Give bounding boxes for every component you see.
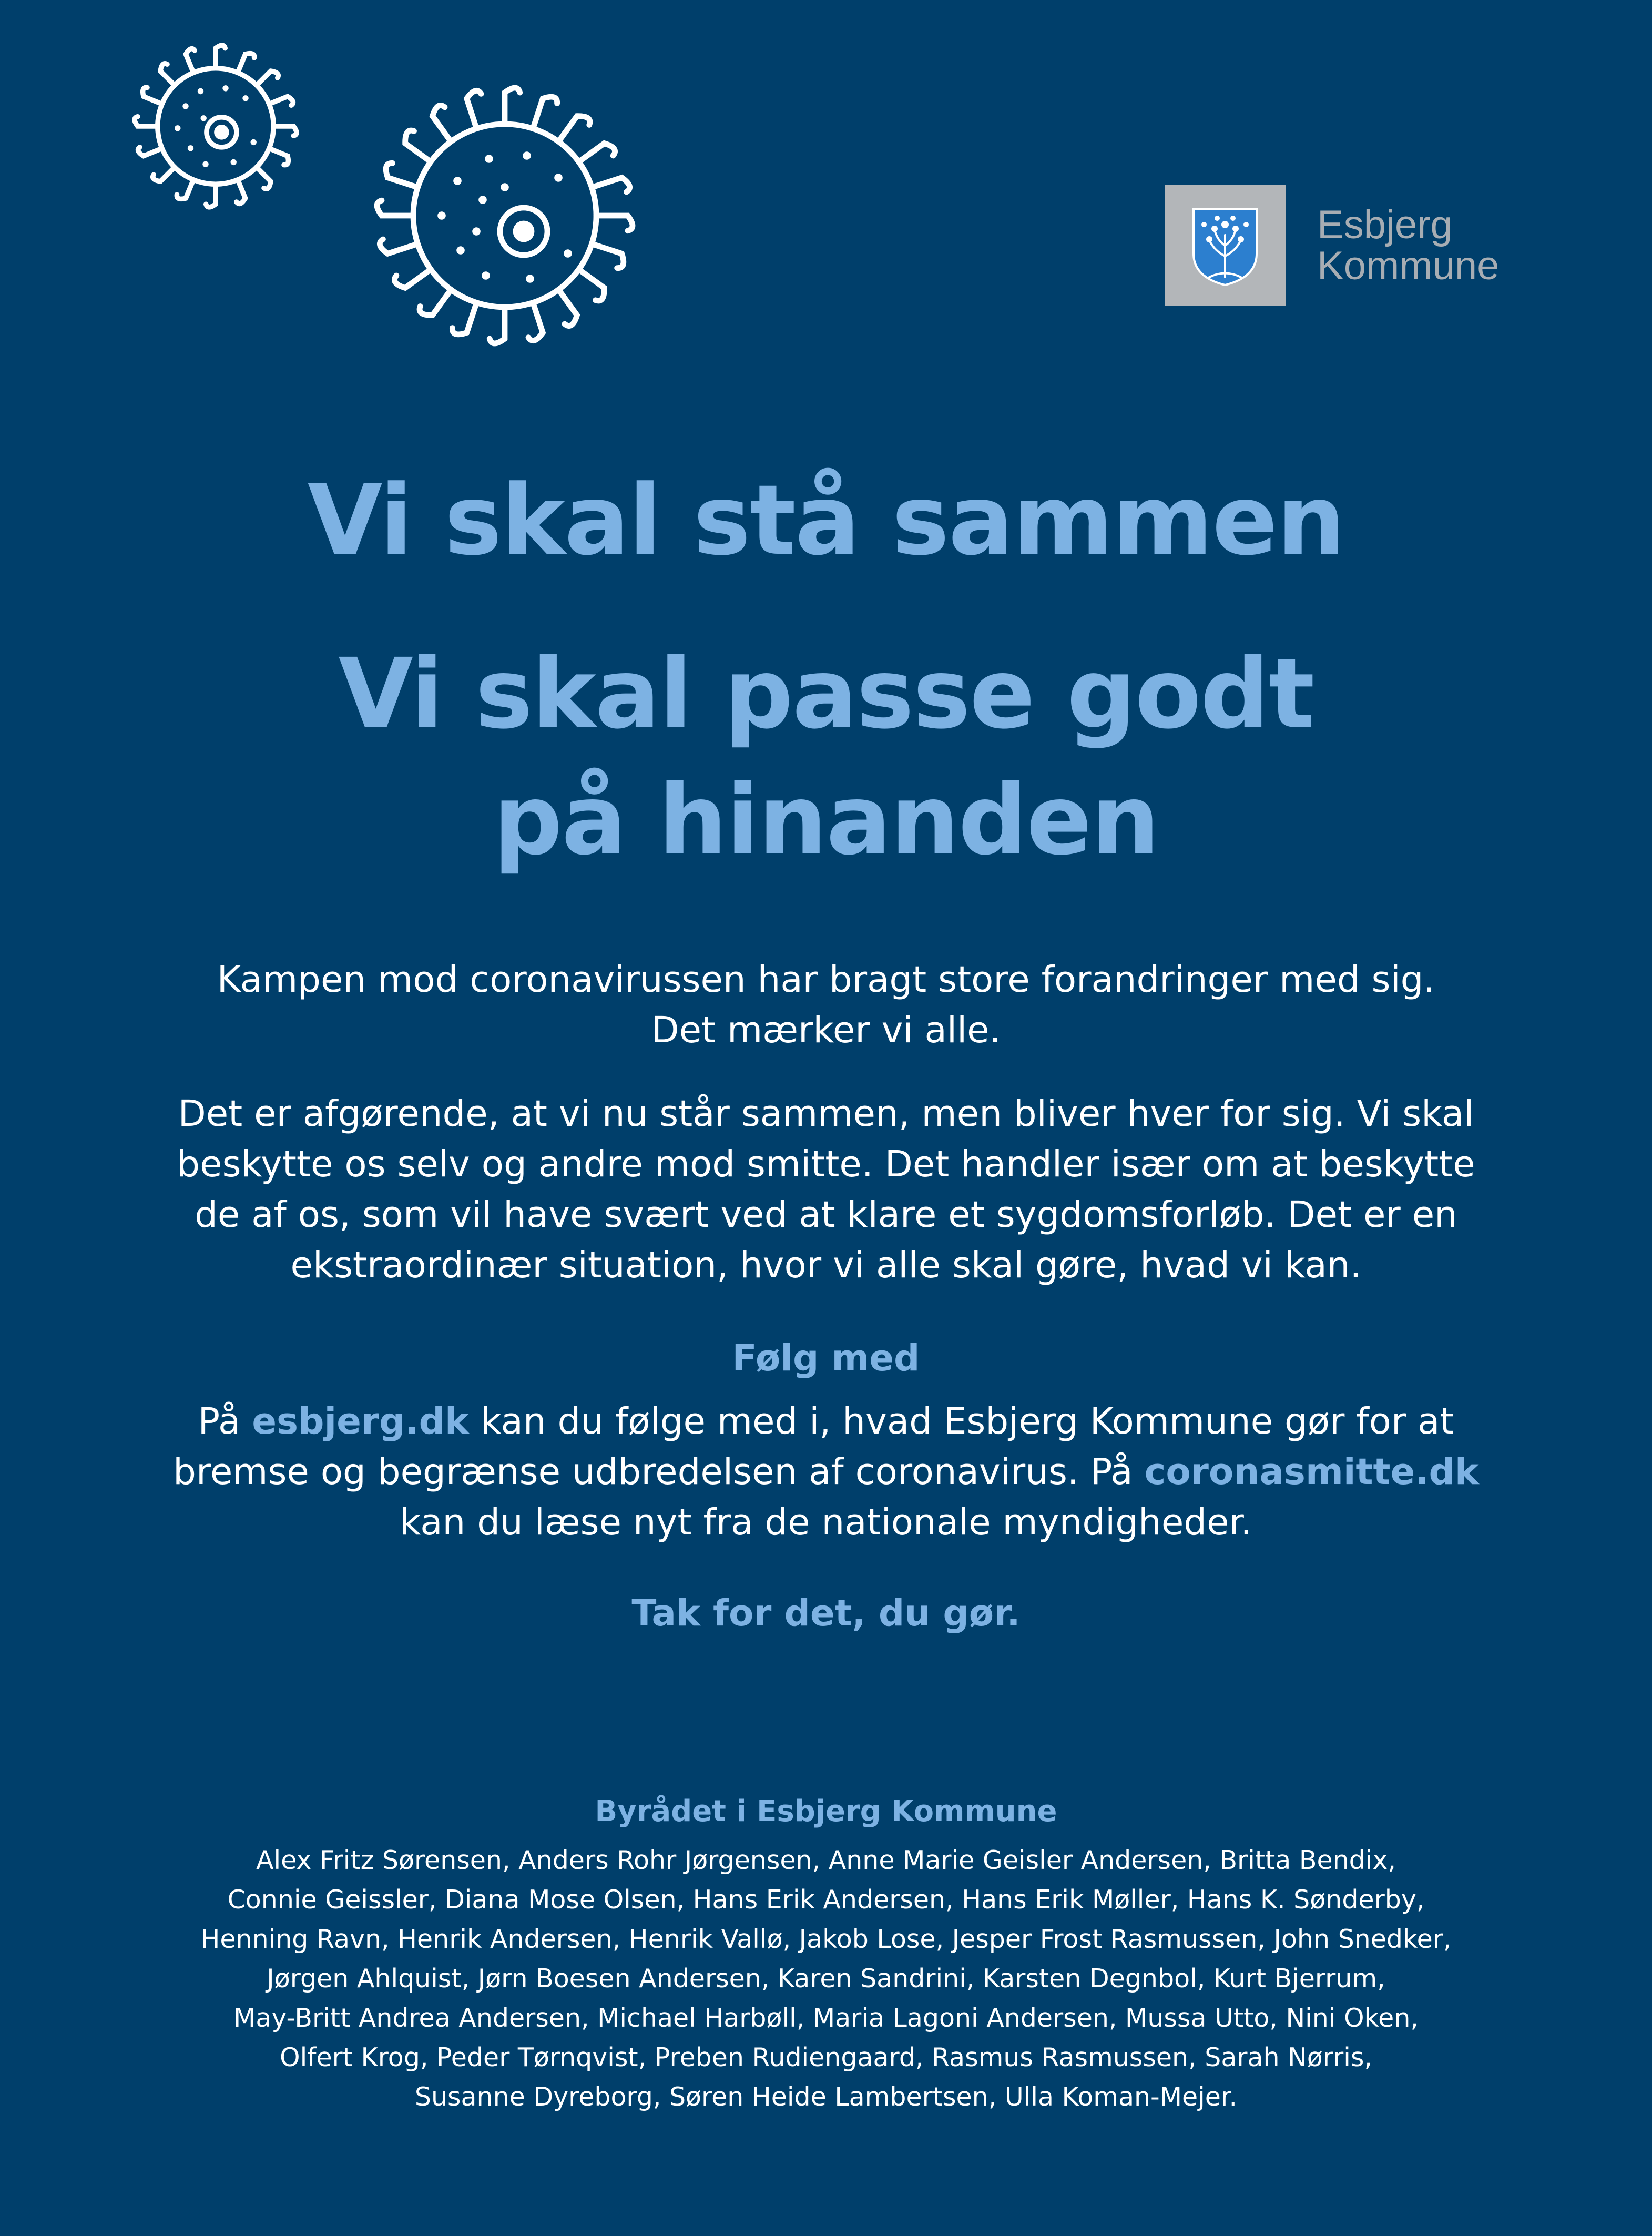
follow-line-1 [131, 1396, 1521, 1447]
members-line: Jørgen Ahlquist, Jørn Boesen Andersen, Karen Sandrini, Karsten Degnbol, Kurt Bjerrum, [267, 1964, 1385, 1994]
virus-icon [116, 26, 315, 226]
members-line: Connie Geissler, Diana Mose Olsen, Hans Erik Andersen, Hans Erik Møller, Hans K. Sønderby, [227, 1885, 1425, 1915]
virus-spike [143, 87, 162, 104]
virus-spike [386, 163, 417, 187]
intro-paragraph [131, 954, 1521, 1055]
headline-line-3: på hinanden [493, 764, 1159, 877]
virus-spike [257, 167, 271, 189]
esbjerg-kommune-logo [1165, 185, 1499, 306]
virus-spike [177, 180, 193, 199]
virus-spike [533, 97, 557, 128]
virus-spike [135, 117, 158, 126]
virus-spike [237, 180, 246, 204]
members-line: Henning Ravn, Henrik Andersen, Henrik Vallø, Jakob Lose, Jesper Frost Rasmussen, John Snedker, [200, 1924, 1452, 1954]
virus-spike [216, 45, 225, 68]
virus-spike [269, 96, 293, 105]
members-line: Alex Fritz Sørensen, Anders Rohr Jørgensen, Anne Marie Geisler Andersen, Britta Bendix, [256, 1845, 1396, 1875]
members-line: Susanne Dyreborg, Søren Heide Lambertsen, Ulla Koman-Mejer. [414, 2082, 1238, 2112]
members-line: Olfert Krog, Peder Tørnqvist, Preben Rudiengaard, Rasmus Rasmussen, Sarah Nørris, [280, 2042, 1372, 2072]
virus-spike [273, 126, 297, 136]
virus-spike [160, 64, 175, 85]
esbjerg-link[interactable]: esbjerg.dk [252, 1400, 469, 1442]
virus-spike [257, 71, 278, 85]
follow-heading: Følg med [732, 1337, 920, 1379]
follow-line-3: kan du læse nyt fra de nationale myndigheder. [400, 1501, 1252, 1543]
virus-spike [596, 216, 633, 231]
coat-of-arms-icon [1188, 204, 1262, 288]
headline-primary [0, 458, 1652, 584]
logo-line-2: Kommune [1317, 243, 1500, 288]
virus-spike [558, 290, 577, 326]
virus-spike [380, 239, 417, 253]
headline-secondary [0, 631, 1652, 883]
paragraph-line-2: beskytte os selv og andre mod smitte. Det handler især om at beskytte [177, 1143, 1475, 1185]
virus-spike [452, 303, 476, 334]
council-heading: Byrådet i Esbjerg Kommune [595, 1794, 1057, 1828]
logo-line-1: Esbjerg [1317, 202, 1453, 247]
paragraph-line-4: ekstraordinær situation, hvor vi alle skal gøre, hvad vi kan. [290, 1244, 1362, 1286]
virus-spike [433, 105, 451, 141]
virus-spike [186, 49, 195, 73]
thanks-text: Tak for det, du gør. [631, 1592, 1021, 1634]
follow-paragraph [131, 1396, 1521, 1548]
virus-spike [592, 178, 630, 192]
virus-spike [579, 269, 605, 301]
virus-spike [490, 307, 505, 343]
follow-line-2 [131, 1447, 1521, 1497]
virus-spike [420, 290, 451, 316]
logo-wordmark [1317, 202, 1500, 288]
virus-spike [377, 200, 413, 216]
intro-line-1: Kampen mod coronavirussen har bragt store forandringer med sig. [217, 959, 1435, 1001]
virus-spike [138, 147, 162, 156]
follow-line-2-pre: bremse og begrænse udbredelsen af coronavirus. På [173, 1451, 1145, 1493]
intro-line-2: Det mærker vi alle. [651, 1009, 1001, 1051]
follow-line-1-post: kan du følge med i, hvad Esbjerg Kommune gør for at [468, 1400, 1454, 1442]
council-members [131, 1841, 1521, 2117]
virus-spike [558, 116, 590, 142]
virus-spike [405, 130, 431, 162]
virus-spike [592, 244, 624, 268]
members-line: May-Britt Andrea Andersen, Michael Harbøll, Maria Lagoni Andersen, Mussa Utto, Nini Oken, [233, 2003, 1419, 2033]
virus-spike [153, 167, 175, 181]
virus-spike [206, 184, 216, 207]
virus-spike [467, 90, 481, 128]
virus-spike [505, 88, 520, 124]
coronasmitte-link[interactable]: coronasmitte.dk [1144, 1451, 1479, 1493]
virus-spike [528, 303, 543, 341]
virus-icon [347, 58, 662, 373]
paragraph-line-1: Det er afgørende, at vi nu står sammen, men bliver hver for sig. Vi skal [178, 1093, 1474, 1135]
logo-box [1165, 185, 1286, 306]
virus-spike [238, 54, 254, 73]
headline-line-2: Vi skal passe godt [338, 638, 1314, 750]
headline-line-1: Vi skal stå sammen [307, 464, 1345, 577]
virus-spike [579, 144, 615, 162]
paragraph-line-3: de af os, som vil have svært ved at klare et sygdomsforløb. Det er en [195, 1194, 1457, 1236]
follow-line-1-pre: På [198, 1400, 252, 1442]
main-paragraph [131, 1089, 1521, 1290]
virus-spike [394, 269, 431, 288]
virus-spike [269, 148, 289, 165]
